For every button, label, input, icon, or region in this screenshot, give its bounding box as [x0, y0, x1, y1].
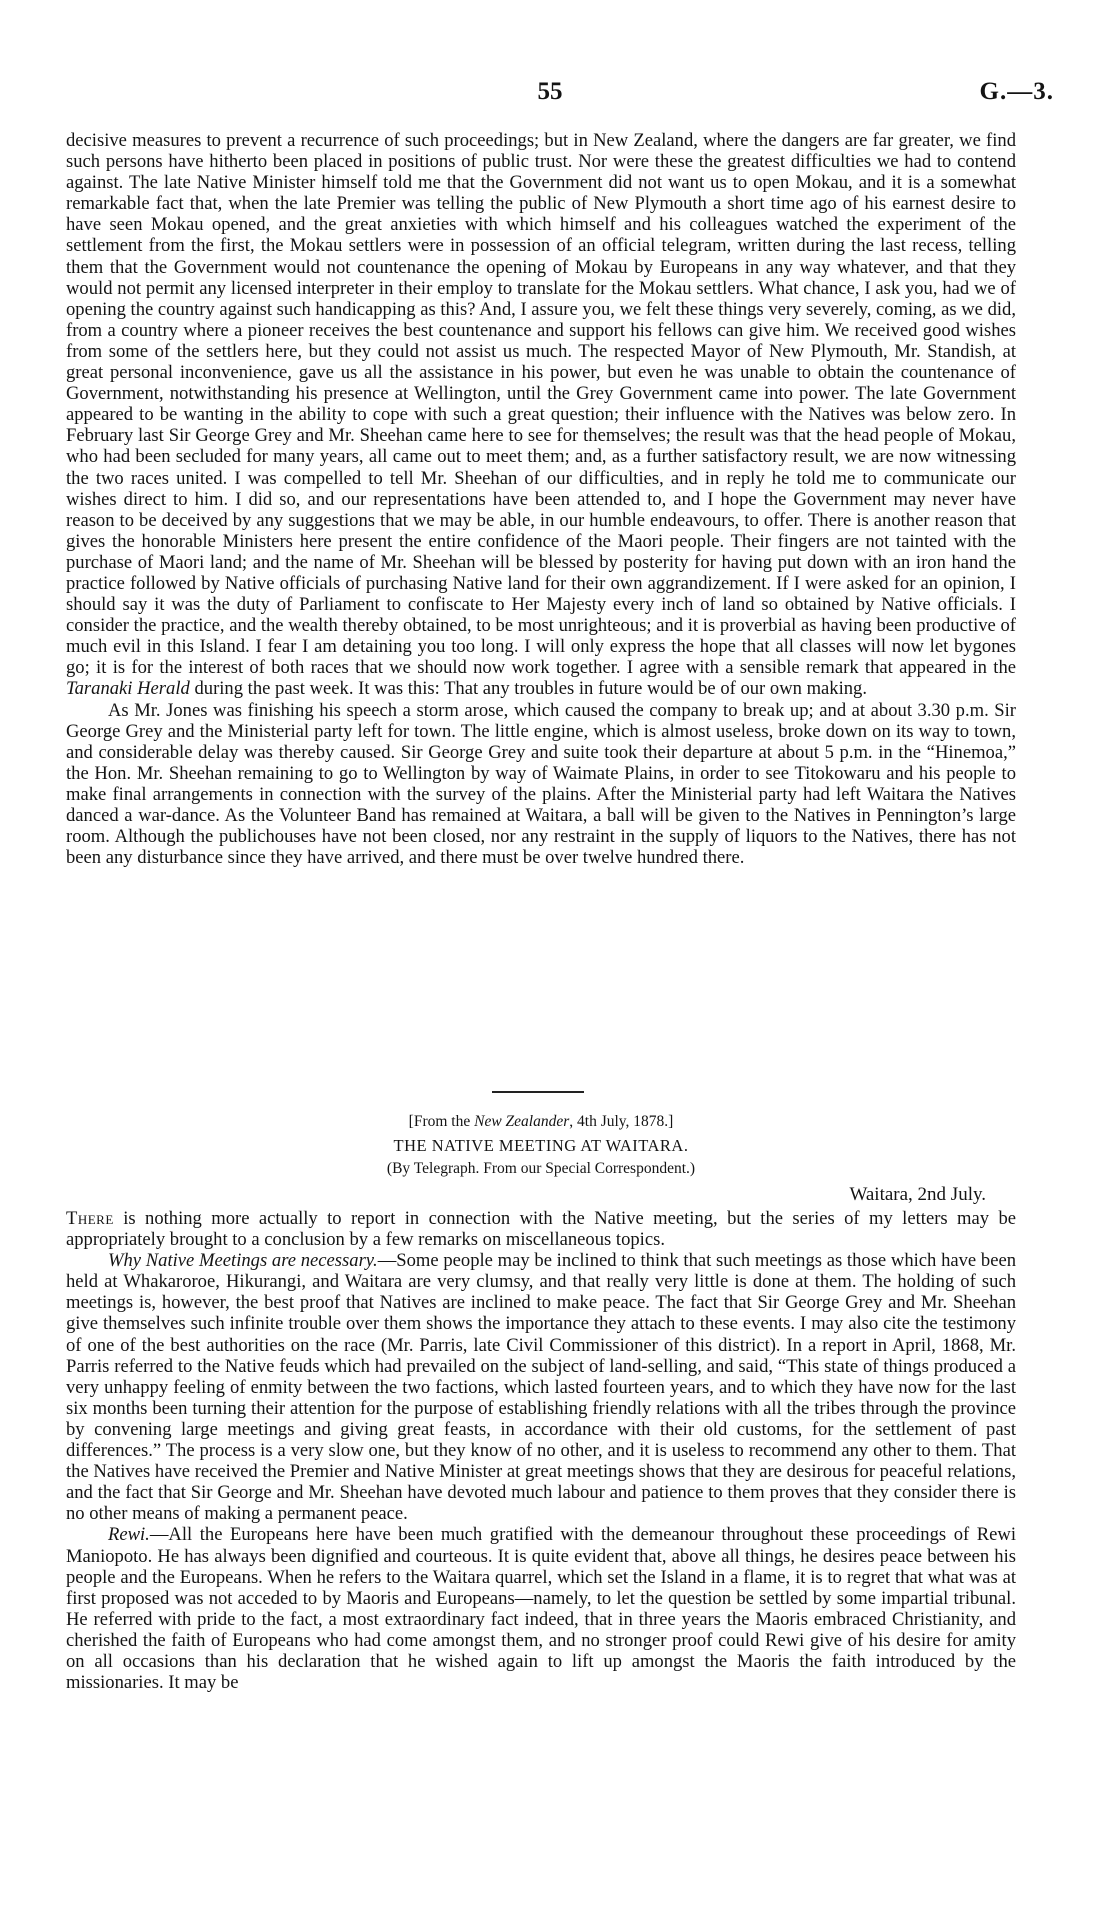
subheading: Why Native Meetings are necessary.: [108, 1250, 378, 1272]
article-dateline: Waitara, 2nd July.: [849, 1184, 986, 1205]
paragraph: As Mr. Jones was finishing his speech a storm arose, which caused the company to break up; and at about 3.30 p.m. Sir George Grey and the Ministerial party left for town. The little engine, which is almost useless, broke down on its way to town, and considerable delay was thereby caused. Sir George Grey and suite took their departure at about 5 p.m. in the “Hinemoa,” the Hon. Mr. Sheehan remaining to go to Wellington by way of Waimate Plains, in order to see Titokowaru and his people to make final arrangements in connection with the survey of the plains. After the Ministerial party had left Waitara the Natives danced a war-dance. As the Volunteer Band has remained at Waitara, a ball will be given to the Natives in Pennington’s large room. Although the publichouses have not been closed, nor any restraint in the supply of liquors to the Natives, there has not been any disturbance since they have arrived, and there must be over twelve hundred there.: [66, 699, 1016, 869]
speech-continuation: [66, 130, 1016, 868]
paragraph: [66, 1524, 1016, 1693]
section-divider: [492, 1091, 584, 1093]
paragraph: [66, 1208, 1016, 1250]
paragraph-text: —Some people may be inclined to think that such meetings as those which have been held at Whakaroroe, Hikurangi, and Waitara are very clumsy, and that really very little is done at them. The holding of such meetings is, however, the best proof that Natives are inclined to make peace. The fact that Sir George Grey and Mr. Sheehan give themselves such infinite trouble over them shows the importance they attach to these events. I may also cite the testimony of one of the best authorities on the race (Mr. Parris, late Civil Commissioner of this district). In a report in April, 1868, Mr. Parris referred to the Native feuds which had prevailed on the subject of land-selling, and said, “This state of things produced a very unhappy feeling of enmity between the two factions, which lasted fourteen years, and to which they have now for the last six months been turning their attention for the purpose of establishing friendly relations with all the tribes through the province by convening large meetings and giving great feasts, in accordance with their old customs, for the settlement of past differences.” The process is a very slow one, but they know of no other, and it is useless to recommend any other to them. That the Natives have received the Premier and Native Minister at great meetings shows that they are desirous for peaceful relations, and the fact that Sir George and Mr. Sheehan have devoted much labour and patience to them proves that they consider there is no other means of making a permanent peace.: [66, 1250, 1017, 1525]
series-reference: G.—3.: [979, 78, 1054, 105]
lead-word: There: [66, 1208, 114, 1229]
article-body: [66, 1208, 1016, 1693]
paragraph-text: —All the Europeans here have been much gratified with the demeanour throughout these proceedings of Rewi Maniopoto. He has always been dignified and courteous. It is quite evident that, above all things, he desires peace between his people and the Europeans. When he refers to the Waitara quarrel, which set the Island in a flame, it is to regret that what was at first proposed was not acceded to by Maoris and Europeans—namely, to let the question be settled by some impartial tribunal. He referred with pride to the fact, a most extraordinary fact indeed, that in three years the Maoris embraced Christianity, and cherished the faith of Europeans who had come amongst them, and no stronger proof could Rewi give of his desire for amity on all occasions than his declaration that he wished again to lift up amongst the Maoris the faith introduced by the missionaries. It may be: [66, 1524, 1016, 1694]
article-title: THE NATIVE MEETING AT WAITARA.: [393, 1136, 689, 1155]
paragraph-text: during the past week. It was this: That any troubles in future would be of our own making.: [194, 678, 867, 700]
paragraph: [66, 1250, 1016, 1524]
article-source: [From the New Zealander, 4th July, 1878.]: [408, 1113, 674, 1130]
paragraph-text: is nothing more actually to report in connection with the Native meeting, but the series of my letters may be appropriately brought to a conclusion by a few remarks on miscellaneous topics.: [66, 1208, 1016, 1251]
page-number: 55: [537, 78, 563, 105]
subheading: Rewi.: [108, 1524, 150, 1546]
article-byline: (By Telegraph. From our Special Correspondent.): [386, 1160, 696, 1177]
paragraph: [66, 130, 1016, 700]
newspaper-name: New Zealander: [474, 1113, 570, 1130]
paragraph-text: decisive measures to prevent a recurrence of such proceedings; but in New Zealand, where the dangers are far greater, we find such persons have hitherto been placed in positions of public trust. Nor were these the greatest difficulties we had to contend against. The late Native Minister himself told me that the Government did not want us to open Mokau, and it is a somewhat remarkable fact that, when the late Premier was telling the public of New Plymouth a short time ago of his earnest desire to have seen Mokau opened, and the great anxieties with which himself and his colleagues watched the experiment of the settlement from the first, the Mokau settlers were in possession of an official telegram, written during the last recess, telling them that the Government would not countenance the opening of Mokau by Europeans in any way whatever, and that they would not permit any licensed interpreter in their employ to translate for the Mokau settlers. What chance, I ask you, had we of opening the country against such handicapping as this? And, I assure you, we felt these things very severely, coming, as we did, from a country where a pioneer receives the best countenance and support his fellows can give him. We received good wishes from some of the settlers here, but they could not assist us much. The respected Mayor of New Plymouth, Mr. Standish, at great personal inconvenience, gave us all the assistance in his power, but even he was unable to obtain the countenance of Government, notwithstanding his presence at Wellington, until the Grey Government came into power. The late Government appeared to be wanting in the ability to cope with such a great question; their influence with the Natives was below zero. In February last Sir George Grey and Mr. Sheehan came here to see for themselves; the result was that the head people of Mokau, who had been secluded for many years, all came out to meet them; and, as a further satisfactory result, we are now witnessing the two races united. I was compelled to tell Mr. Sheehan of our difficulties, and in reply he told me to communicate our wishes direct to him. I did so, and our representations have been attended to, and I hope the Government may never have reason to be deceived by any suggestions that we may be able, in our humble endeavours, to offer. There is another reason that gives the honorable Ministers here present the entire confidence of the Maori people. Their fingers are not tainted with the purchase of Maori land; and the name of Mr. Sheehan will be blessed by posterity for having put down with an iron hand the practice followed by Native officials of purchasing Native land for their own aggrandizement. If I were asked for an opinion, I should say it was the duty of Parliament to confiscate to Her Majesty every inch of land so obtained by Native officials. I consider the practice, and the wealth thereby obtained, to be most unrighteous; and it is proverbial as having been productive of much evil in this Island. I fear I am detaining you too long. I will only express the hope that all classes will now let bygones go; it is for the interest of both races that we should now work together. I agree with a sensible remark that appeared in the: [66, 130, 1016, 679]
newspaper-name: Taranaki Herald: [66, 678, 190, 700]
